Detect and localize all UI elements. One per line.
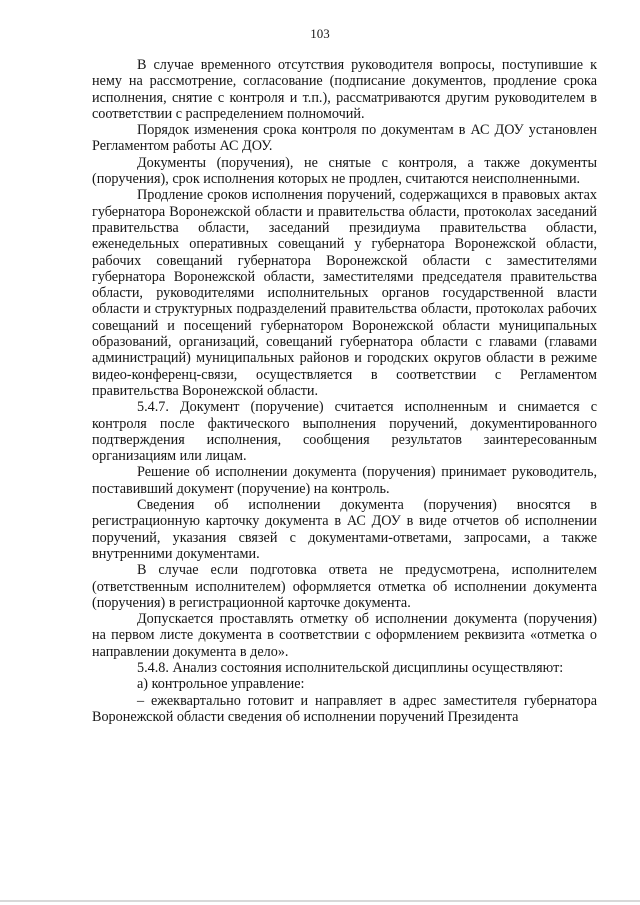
paragraph-5-4-8: 5.4.8. Анализ состояния исполнительской дисциплины осуществляют:: [137, 659, 564, 676]
paragraph-no-reply-case: В случае если подготовка ответа не предусмотрена, исполнителем (ответственным исполнителем) оформляется отметка об исполнении документа (поручения) в регистрационной карточке документа.: [92, 562, 597, 611]
page-number: 103: [310, 26, 330, 41]
paragraph-execution-decision: Решение об исполнении документа (поручения) принимает руководитель, поставивший документ (поручение) на контроль.: [92, 464, 597, 497]
paragraph-execution-info: Сведения об исполнении документа (поручения) вносятся в регистрационную карточку документа в АС ДОУ в виде отчетов об исполнении поручений, указания связей с документами-ответами, запросами, а также внутренними документами.: [92, 497, 597, 562]
paragraph-5-4-7: 5.4.7. Документ (поручение) считается исполненным и снимается с контроля после фактического выполнения поручений, документированного подтверждения исполнения, сообщения результатов заинтересованным организациям или лицам.: [92, 399, 597, 465]
paragraph-term-extension: Продление сроков исполнения поручений, содержащихся в правовых актах губернатора Воронежской области и правительства области, протоколах заседаний правительства области, заседаний президиума правительства области, еженедельных оперативных совещаний у губернатора Воронежской области, рабочих совещаний губернатора Воронежской области с заместителями губернатора Воронежской области, заместителями председателя правительства области, руководителями исполнительных органов государственной власти области и структурных подразделений правительства области, протоколах рабочих совещаний и посещений губернатором Воронежской области муниципальных образований, организаций, совещаний губернатора области с главами (главами администраций) муниципальных районов и городских округов области в режиме видео-конференц-связи, осуществляется в соответствии с Регламентом правительства Воронежской области.: [92, 187, 597, 399]
paragraph-temporary-absence: В случае временного отсутствия руководителя вопросы, поступившие к нему на рассмотрение, согласование (подписание документов, продление срока исполнения, снятие с контроля и т.п.), рассматриваются другим руководителем в соответствии с распределением полномочий.: [92, 57, 597, 122]
paragraph-quarterly-report: – ежеквартально готовит и направляет в адрес заместителя губернатора Воронежской области сведения об исполнении поручений Президента: [92, 692, 597, 725]
paragraph-execution-mark: Допускается проставлять отметку об исполнении документа (поручения) на первом листе документа в соответствии с оформлением реквизита «отметка о направлении документа в дело».: [92, 611, 597, 660]
paragraph-unexecuted-documents: Документы (поручения), не снятые с контроля, а также документы (поручения), срок исполнения которых не продлен, считаются неисполненными.: [92, 154, 597, 188]
paragraph-control-term-change: Порядок изменения срока контроля по документам в АС ДОУ установлен Регламентом работы АС ДОУ.: [92, 122, 597, 155]
paragraph-control-department: а) контрольное управление:: [137, 676, 305, 693]
document-text: [92, 57, 597, 725]
page-bottom-edge: [0, 900, 640, 902]
